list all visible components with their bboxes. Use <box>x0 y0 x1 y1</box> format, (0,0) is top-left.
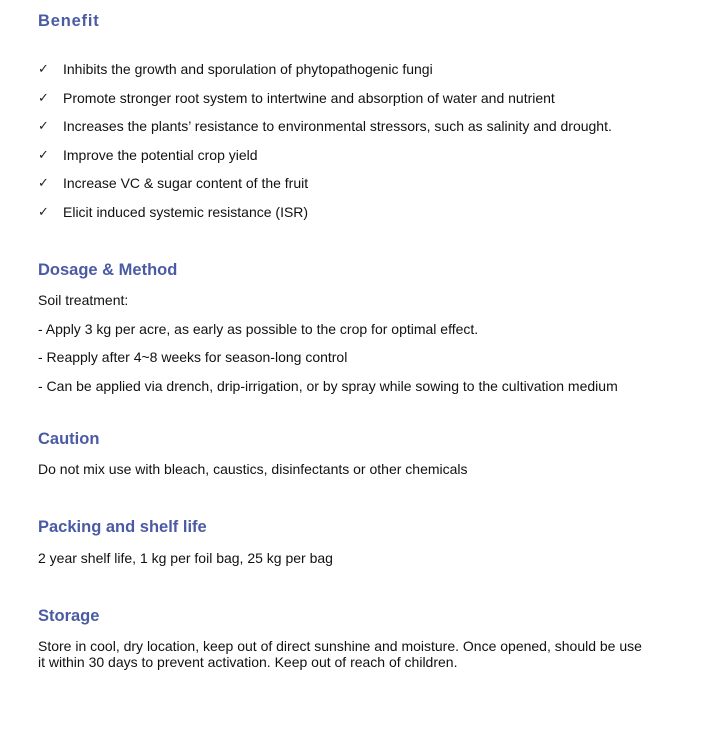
dosage-heading: Dosage & Method <box>38 261 178 279</box>
check-icon: ✓ <box>38 61 49 76</box>
benefit-item-text: Increase VC & sugar content of the fruit <box>63 175 309 191</box>
benefit-item <box>38 203 308 221</box>
caution-text: Do not mix use with bleach, caustics, disinfectants or other chemicals <box>38 461 468 477</box>
check-icon: ✓ <box>38 147 49 162</box>
packing-text: 2 year shelf life, 1 kg per foil bag, 25 kg per bag <box>38 550 333 566</box>
benefit-item-text: Promote stronger root system to intertwine and absorption of water and nutrient <box>63 90 555 106</box>
storage-heading: Storage <box>38 607 100 625</box>
packing-heading: Packing and shelf life <box>38 518 207 536</box>
benefit-item <box>38 146 258 164</box>
benefit-item <box>38 117 612 135</box>
benefit-item <box>38 89 555 107</box>
dosage-intro: Soil treatment: <box>38 292 129 308</box>
check-icon: ✓ <box>38 204 49 219</box>
benefit-item-text: Inhibits the growth and sporulation of phytopathogenic fungi <box>63 61 433 77</box>
benefit-item-text: Elicit induced systemic resistance (ISR) <box>63 204 309 220</box>
check-icon: ✓ <box>38 175 49 190</box>
benefit-item-text: Improve the potential crop yield <box>63 147 258 163</box>
dosage-line: - Reapply after 4~8 weeks for season-long control <box>38 349 348 365</box>
benefit-item <box>38 60 433 78</box>
check-icon: ✓ <box>38 118 49 133</box>
benefit-item <box>38 174 308 192</box>
benefit-heading: Benefit <box>38 12 100 30</box>
caution-heading: Caution <box>38 430 100 448</box>
benefit-item-text: Increases the plants’ resistance to environmental stressors, such as salinity and drought. <box>63 118 612 134</box>
dosage-line: - Apply 3 kg per acre, as early as possible to the crop for optimal effect. <box>38 321 479 337</box>
check-icon: ✓ <box>38 90 49 105</box>
dosage-line: - Can be applied via drench, drip-irrigation, or by spray while sowing to the cultivation medium <box>38 378 618 394</box>
storage-text: Store in cool, dry location, keep out of direct sunshine and moisture. Once opened, should be use it within 30 days to prevent activation. Keep out of reach of children. <box>38 638 642 670</box>
